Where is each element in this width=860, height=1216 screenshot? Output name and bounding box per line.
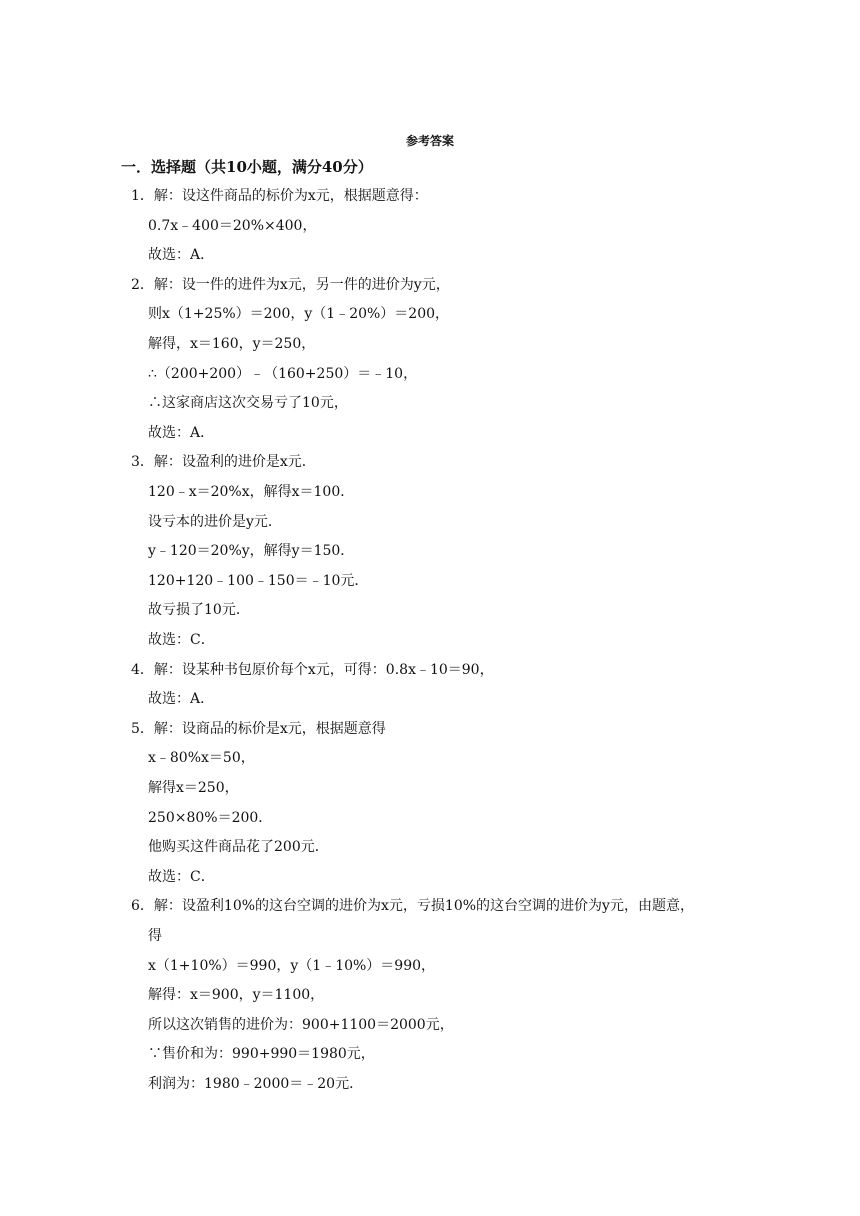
answer-line: 得	[148, 928, 162, 944]
answer-line: 0.7x﹣400＝20%×400，	[148, 217, 317, 234]
answer-line: 故选：A．	[148, 247, 215, 264]
answer-line: ∵售价和为：990+990＝1980元，	[148, 1046, 375, 1063]
question-line: 5．解：设商品的标价是x元，根据题意得	[131, 720, 386, 737]
answer-line: 则x（1+25%）＝200，y（1﹣20%）＝200，	[148, 306, 450, 323]
answer-line: 解得，x＝160，y＝250，	[148, 336, 316, 352]
answer-line: 故选：A．	[148, 691, 215, 708]
answer-line: 故选：C．	[148, 868, 215, 885]
answer-line: ∴这家商店这次交易亏了10元，	[148, 395, 348, 412]
answer-line: 解得：x＝900，y＝1100，	[148, 987, 325, 1004]
question-line: 3．解：设盈利的进价是x元．	[131, 454, 316, 471]
section-heading: 一．选择题（共10小题，满分40分）	[121, 158, 373, 176]
answer-line: ∴（200+200）﹣（160+250）＝﹣10，	[148, 365, 418, 382]
answer-line: 利润为：1980﹣2000＝﹣20元．	[148, 1076, 364, 1092]
question-line: 4．解：设某种书包原价每个x元，可得：0.8x﹣10＝90，	[131, 661, 494, 678]
answer-line: 他购买这件商品花了200元．	[148, 839, 329, 856]
question-line: 6．解：设盈利10%的这台空调的进价为x元，亏损10%的这台空调的进价为y元，由题意，	[131, 898, 694, 915]
answer-line: x（1+10%）＝990，y（1﹣10%）＝990，	[148, 957, 436, 974]
answer-line: 120+120﹣100﹣150＝﹣10元．	[148, 572, 369, 589]
question-line: 2．解：设一件的进件为x元，另一件的进价为y元，	[131, 276, 450, 293]
answer-line: 250×80%＝200．	[148, 809, 273, 826]
answer-line: 故选：C．	[148, 632, 215, 648]
answer-line: 所以这次销售的进价为：900+1100＝2000元，	[148, 1016, 454, 1033]
answer-line: y﹣120＝20%y，解得y＝150．	[148, 543, 355, 560]
answer-line: 设亏本的进价是y元．	[148, 513, 282, 530]
question-line: 1．解：设这件商品的标价为x元，根据题意得：	[131, 188, 428, 204]
answer-line: x﹣80%x＝50，	[148, 750, 255, 767]
answer-line: 故亏损了10元．	[148, 602, 250, 619]
answer-line: 故选：A．	[148, 424, 215, 441]
answer-line: 解得x＝250，	[148, 780, 239, 796]
page-title: 参考答案	[405, 134, 454, 148]
answer-line: 120﹣x＝20%x，解得x＝100．	[148, 484, 355, 500]
